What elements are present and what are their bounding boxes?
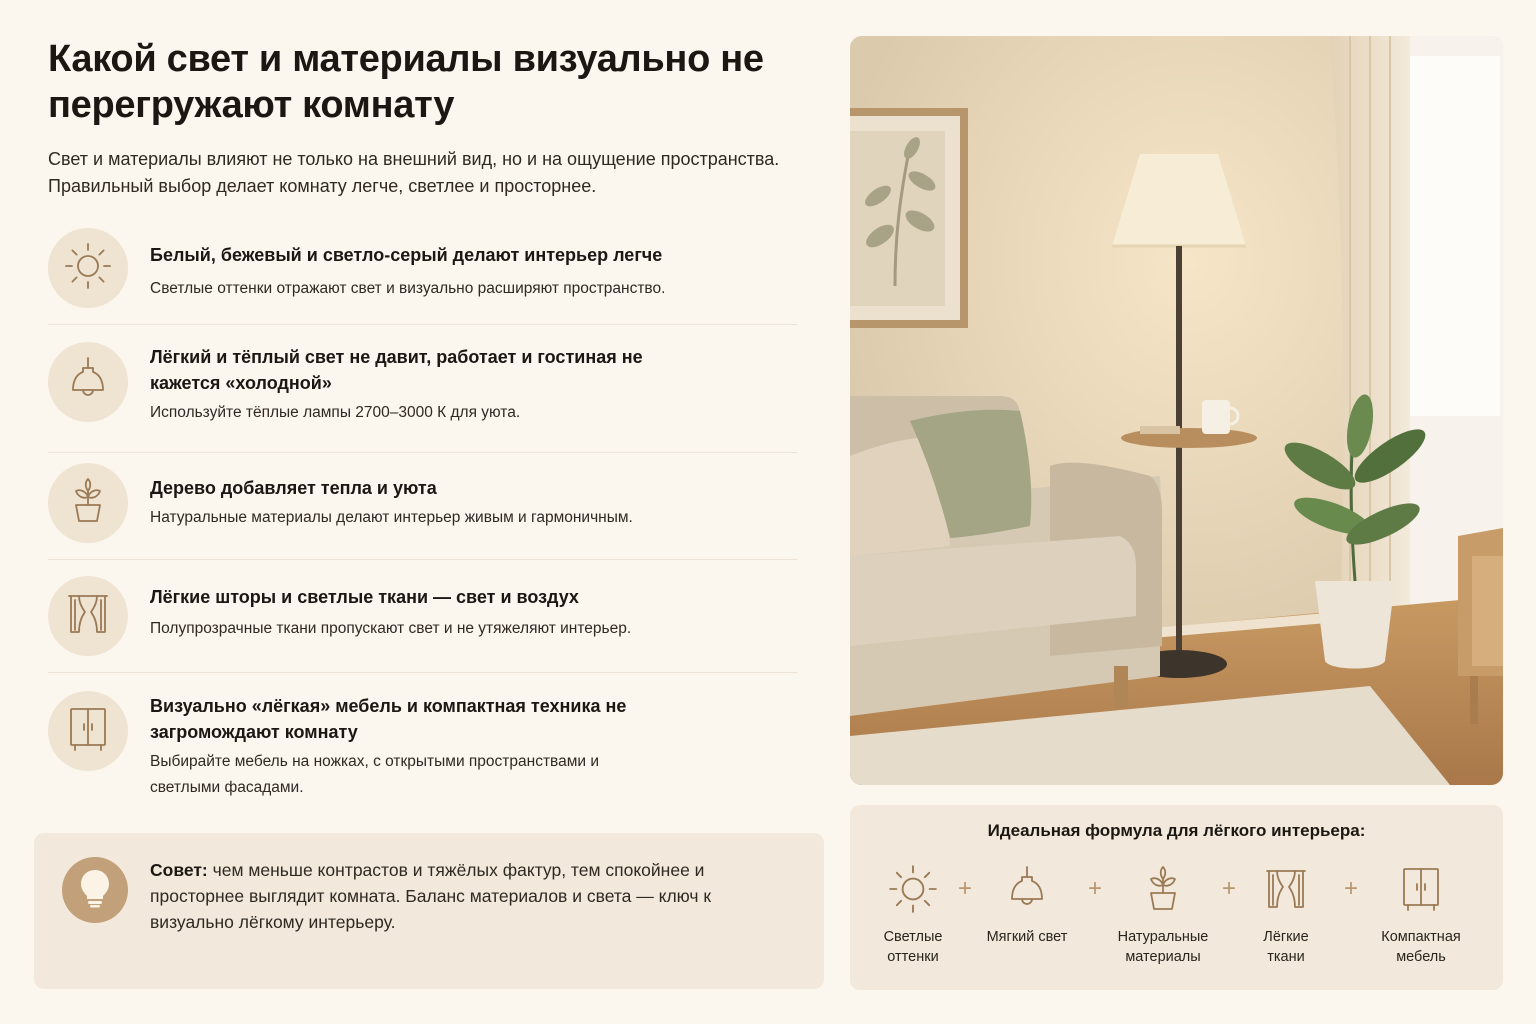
plus-sign: + bbox=[1221, 875, 1236, 902]
plus-sign: + bbox=[957, 875, 972, 902]
formula-item-light-fabrics bbox=[1231, 863, 1341, 967]
formula-item-label: Мягкий свет bbox=[986, 929, 1068, 945]
formula-item-compact-furniture bbox=[1366, 863, 1476, 967]
formula-item-light-colors bbox=[858, 863, 968, 967]
feature-desc: Светлые оттенки отражают свет и визуально расширяют пространство. bbox=[150, 280, 666, 297]
living-room-illustration bbox=[850, 36, 1503, 785]
living-room-photo bbox=[850, 36, 1503, 785]
feature-title: Дерево добавляет тепла и уюта bbox=[150, 478, 437, 498]
plus-sign: + bbox=[1087, 875, 1102, 902]
feature-furniture bbox=[48, 673, 798, 808]
feature-desc: Полупрозрачные ткани пропускают свет и не утяжеляют интерьер. bbox=[150, 620, 632, 637]
potted-plant-icon bbox=[66, 477, 110, 530]
formula-item-label: Натуральные материалы bbox=[1117, 929, 1209, 965]
feature-text bbox=[150, 576, 670, 642]
feature-desc: Используйте тёплые лампы 2700–3000 К для уюта. bbox=[150, 404, 521, 421]
formula-card bbox=[850, 805, 1503, 990]
tip-icon-wrap bbox=[62, 857, 128, 923]
wardrobe-icon bbox=[1401, 864, 1441, 919]
feature-fabrics bbox=[48, 560, 798, 673]
intro-text: Свет и материалы влияют не только на внешний вид, но и на ощущение пространства. Правильный выбор делает комнату легче, светлее и просторнее. bbox=[48, 149, 780, 196]
tip-label: Совет: bbox=[150, 860, 208, 880]
feature-desc: Натуральные материалы делают интерьер живым и гармоничным. bbox=[150, 509, 633, 526]
feature-text bbox=[150, 342, 670, 426]
tip-body: чем меньше контрастов и тяжёлых фактур, тем спокойнее и просторнее выглядит комната. Баланс материалов и света — ключ к визуально лёгкому интерьеру. bbox=[150, 860, 712, 932]
feature-text bbox=[150, 228, 670, 302]
feature-title: Лёгкие шторы и светлые ткани — свет и воздух bbox=[150, 587, 579, 607]
feature-title: Визуально «лёгкая» мебель и компактная техника не загромождают комнату bbox=[150, 696, 627, 742]
feature-desc: Выбирайте мебель на ножках, с открытыми пространствами и светлыми фасадами. bbox=[150, 753, 600, 796]
feature-text bbox=[150, 463, 670, 531]
feature-wood bbox=[48, 453, 798, 560]
feature-icon-wrap bbox=[48, 342, 128, 422]
feature-title: Лёгкий и тёплый свет не давит, работает и гостиная не кажется «холодной» bbox=[150, 347, 643, 393]
curtains-icon bbox=[66, 592, 110, 641]
left-column bbox=[48, 36, 828, 200]
feature-icon-wrap bbox=[48, 228, 128, 308]
tip-card bbox=[34, 833, 824, 989]
sun-icon bbox=[62, 240, 114, 297]
feature-warm-light bbox=[48, 325, 798, 453]
formula-item-soft-light bbox=[972, 863, 1082, 947]
pendant-lamp-icon bbox=[66, 356, 110, 409]
curtains-icon bbox=[1264, 865, 1308, 918]
feature-icon-wrap bbox=[48, 463, 128, 543]
formula-item-label: Компактная мебель bbox=[1381, 929, 1461, 965]
tip-text bbox=[150, 857, 750, 935]
sun-icon bbox=[886, 862, 940, 921]
wardrobe-icon bbox=[68, 706, 108, 757]
feature-title: Белый, бежевый и светло-серый делают интерьер легче bbox=[150, 245, 663, 265]
formula-item-label: Светлые оттенки bbox=[883, 929, 943, 965]
page-title: Какой свет и материалы визуально не перегружают комнату bbox=[48, 38, 764, 126]
formula-item-label: Лёгкие ткани bbox=[1263, 929, 1309, 965]
feature-text bbox=[150, 691, 670, 801]
feature-list bbox=[48, 226, 798, 808]
feature-icon-wrap bbox=[48, 691, 128, 771]
formula-title: Идеальная формула для лёгкого интерьера: bbox=[987, 821, 1366, 840]
formula-item-natural-materials bbox=[1108, 863, 1218, 967]
potted-plant-icon bbox=[1141, 864, 1185, 919]
feature-light-colors bbox=[48, 226, 798, 325]
pendant-lamp-icon bbox=[1005, 864, 1049, 919]
lightbulb-icon bbox=[78, 868, 112, 913]
feature-icon-wrap bbox=[48, 576, 128, 656]
plus-sign: + bbox=[1343, 875, 1358, 902]
